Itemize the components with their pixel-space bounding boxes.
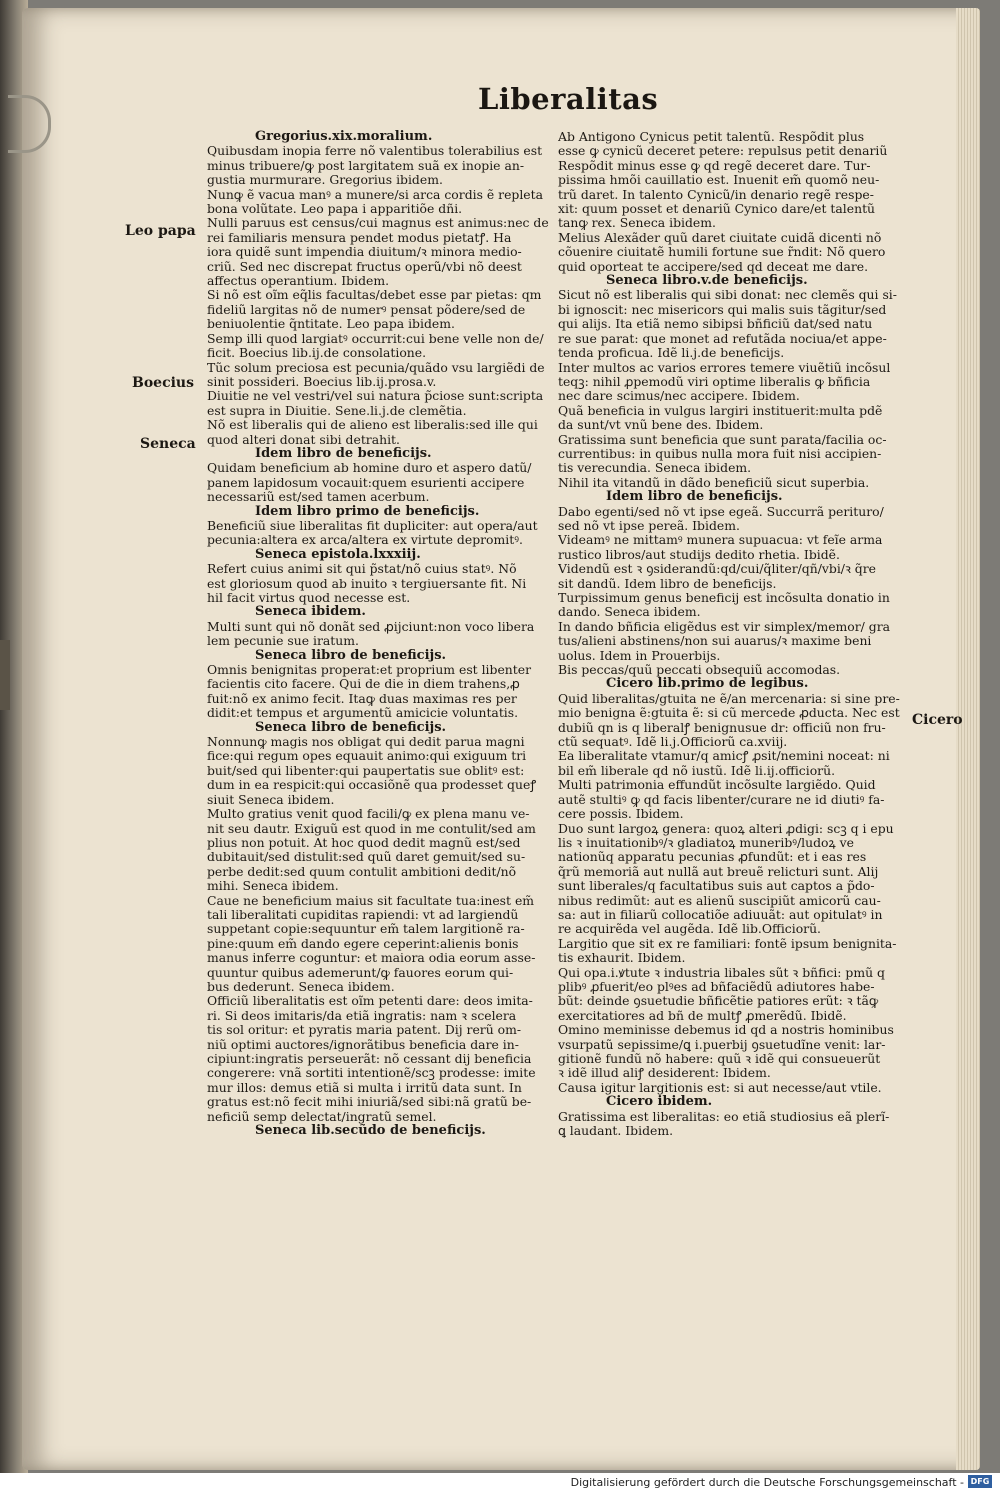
text-line: bũt: deinde ꝯsuetudie bñficẽtie patiores erũt: ꝛ tãꝙ (558, 994, 879, 1009)
text-line: Quidam beneficium ab homine duro et aspero datũ/ (207, 461, 532, 476)
text-line: Quã beneficia in vulgus largiri instituerit:multa pdẽ (558, 403, 883, 418)
text-line: xit: quum posset et denariũ Cynico dare/et talentũ (558, 202, 876, 217)
section-heading: Cicero lib.primo de legibus. (606, 677, 809, 692)
dfg-logo: DFG (968, 1475, 992, 1488)
text-line: sa: aut in filiarũ collocatiõe adiuuãt: aut opitulatꝰ in (558, 907, 883, 922)
left-text-column (207, 130, 552, 1138)
text-line: Gratissima est liberalitas: eo etiã studiosius eã plerĩ- (558, 1109, 890, 1124)
text-line: Multi patrimonia effundũt incõsulte largiẽdo. Quid (558, 778, 876, 793)
text-line: affectus operantium. Ibidem. (207, 274, 390, 289)
text-line: tanꝙ rex. Seneca ibidem. (558, 216, 716, 231)
text-line: dubitauit/sed distulit:sed quũ daret gemuit/sed su- (207, 850, 526, 865)
text-line: bi ignoscit: nec misericors qui malis suis tãgitur/sed (558, 302, 887, 317)
text-line: est supra in Diuitie. Sene.li.j.de clemẽtia. (207, 403, 467, 418)
text-line: est gloriosum quod ab inuito ꝛ tergiuersante fit. Ni (207, 576, 527, 591)
section-heading: Idem libro de beneficijs. (255, 446, 432, 461)
text-line: siuit Seneca ibidem. (207, 792, 335, 807)
margin-note-boecius: Boecius (132, 375, 194, 391)
margin-note-seneca: Seneca (140, 436, 196, 452)
text-line: Respõdit minus esse ꝙ qd regẽ deceret dare. Tur- (558, 158, 871, 173)
text-line: facientis cito facere. Qui de die in diem trahens,ꝓ (207, 677, 520, 692)
text-line: buit/sed qui libenter:qui paupertatis sue oblitꝰ est: (207, 763, 525, 778)
text-line: dubiũ qn is q liberalꝭ benignusue dr: officiũ non fru- (558, 720, 886, 735)
text-line: tis verecundia. Seneca ibidem. (558, 461, 752, 476)
text-line: Gratissima sunt beneficia que sunt parata/facilia oc- (558, 432, 887, 447)
text-line: hil facit virtus quod necesse est. (207, 591, 411, 605)
text-line: panem lapidosum vocauit:quem esurienti accipere (207, 475, 525, 490)
text-line: Multo gratius venit quod facili/ꝙ ex plena manu ve- (207, 807, 530, 822)
text-line: mio benigna ẽ:gtuita ẽ: si cũ mercede ꝓducta. Nec est (558, 706, 900, 721)
section-heading: Idem libro primo de beneficijs. (255, 504, 480, 519)
text-line: Refert cuius animi sit qui p̃stat/nõ cuius statꝰ. Nõ (207, 562, 517, 577)
text-line: Causa igitur largitionis est: si aut necesse/aut vtile. (558, 1080, 882, 1095)
text-line: nibus redimũt: aut es alienũ suscipiũt amicorũ cau- (558, 893, 881, 908)
text-line: Qui opa.i.ꝟtute ꝛ industria libales sũt ꝛ bñfici: pmũ q (558, 965, 885, 980)
text-line: quod alteri donat sibi detrahit. (207, 432, 400, 447)
text-line: nec dare scimus/nec accipere. Ibidem. (558, 389, 800, 404)
text-line: rustico libros/aut studijs dedito rhetia. Ibidẽ. (558, 547, 840, 562)
running-title: Liberalitas (478, 82, 659, 116)
text-line: Ea liberalitate vtamur/q amicꝭ ꝓsit/nemini noceat: ni (558, 749, 890, 764)
text-line: Semp illi quod largiatꝰ occurrit:cui bene velle non de/ (207, 331, 544, 346)
text-line: manus inferre coguntur: et maiora odia eorum asse- (207, 951, 536, 966)
text-line: lem pecunie sue iratum. (207, 634, 359, 649)
text-line: q̃rũ memoriã aut nullã aut breuẽ relicturi sunt. Alij (558, 864, 879, 879)
text-line: tus/alieni abstinens/non sui auarus/ꝛ maxime beni (558, 634, 872, 649)
text-line: lis ꝛ inuitationibꝰ/ꝛ gladiatoꝝ muneribꝰ/ludoꝝ ve (558, 835, 854, 850)
text-line: minus tribuere/ꝙ post largitatem suã ex inopie an- (207, 158, 525, 173)
text-line: tenda proficua. Idẽ li.j.de beneficijs. (558, 346, 785, 361)
text-line: uolus. Idem in Prouerbijs. (558, 648, 721, 663)
text-line: tis exhaurit. Ibidem. (558, 951, 686, 966)
text-line: Bis peccas/quũ peccati obsequiũ accomodas. (558, 663, 841, 678)
right-text-column (558, 130, 908, 1138)
text-line: Nõ est liberalis qui de alieno est liberalis:sed ille qui (207, 418, 538, 433)
text-line: ri. Si deos imitaris/da etiã ingratis: nam ꝛ scelera (207, 1008, 517, 1023)
text-line: ꝛ idẽ illud aliꝭ desiderent: Ibidem. (558, 1066, 771, 1081)
text-line: da sunt/vt vnũ bene des. Ibidem. (558, 418, 764, 433)
section-heading: Seneca lib.secũdo de beneficijs. (255, 1124, 486, 1139)
text-line: dum in ea respicit:qui occasiõnẽ qua prodesset queꝭ (207, 778, 537, 793)
text-line: niũ optimi auctores/ignorãtibus beneficia dare in- (207, 1037, 519, 1052)
text-line: Inter multos ac varios errores temere viuẽtiũ incõsul (558, 360, 891, 375)
text-line: nit seu dautr. Exiguũ est quod in me contulit/sed am (207, 821, 536, 836)
text-line: Ab Antigono Cynicus petit talentũ. Respõdit plus (558, 130, 865, 144)
text-line: ficit. Boecius lib.ij.de consolatione. (207, 346, 427, 361)
text-line: quuntur quibus ademerunt/ꝙ fauores eorum qui- (207, 965, 514, 980)
text-line: pissima hmõi cauillatio est. Inuenit em̃ quomõ neu- (558, 173, 880, 188)
section-heading: Seneca ibidem. (255, 605, 366, 620)
text-line: mihi. Seneca ibidem. (207, 879, 339, 894)
text-line: Nunꝙ ẽ vacua manꝰ a munere/si arca cordis ẽ repleta (207, 187, 544, 202)
text-line: Dabo egenti/sed nõ vt ipse egeã. Succurrã perituro/ (558, 504, 884, 519)
margin-note-leo: Leo papa (125, 223, 196, 239)
text-line: Turpissimum genus beneficij est incõsulta donatio in (558, 591, 890, 605)
text-line: fideliũ largitas nõ de numerꝰ pensat põdere/sed de (207, 302, 526, 317)
text-line: mur illos: demus etiã si multa i irritũ data sunt. In (207, 1080, 522, 1095)
text-line: sit dandũ. Idem libro de beneficijs. (558, 576, 777, 591)
text-line: tali liberalitati cupiditas rapiendi: vt ad largiendũ (207, 907, 519, 922)
text-line: exercitatiores ad bñ de multꝭ ꝓmerẽdũ. Ibidẽ. (558, 1008, 847, 1023)
text-line: congerere: vnã sortiti intentionẽ/scꝫ prodesse: imite (207, 1066, 536, 1081)
text-line: criũ. Sed nec discrepat fructus operũ/vbi nõ deest (207, 259, 522, 274)
text-line: In dando bñficia eligẽdus est vir simplex/memor/ gra (558, 619, 891, 634)
text-line: Multi sunt qui nõ donãt sed ꝓijciunt:non voco libera (207, 619, 535, 634)
text-line: autẽ stultiꝰ ꝙ qd facis libenter/curare ne id diutiꝰ fa- (558, 792, 885, 807)
margin-note-cicero: Cicero (912, 712, 963, 728)
text-line: Si nõ est oĩm eq̃lis facultas/debet esse par pietas: qm (207, 288, 542, 303)
text-line: plius non potuit. At hoc quod dedit magnũ est/sed (207, 835, 521, 850)
text-line: Officiũ liberalitatis est oĩm petenti dare: deos imita- (207, 994, 533, 1009)
text-line: perbe dedit:sed quum contulit ambitioni dedit/nõ (207, 864, 517, 879)
text-line: Sicut nõ est liberalis qui sibi donat: nec clemẽs qui si- (558, 288, 897, 303)
text-line: plibꝰ ꝓfuerit/eo plꝰes ad bñfaciẽdũ adiutores habe- (558, 979, 875, 994)
text-line: Nonnunꝙ magis nos obligat qui dedit parua magni (207, 735, 525, 750)
text-line: vsurpatũ sepissime/ꝗ i.puerbij ꝯsuetudĩne venit: lar- (558, 1037, 886, 1052)
section-heading: Seneca libro de beneficijs. (255, 648, 447, 663)
text-line: Quid liberalitas/gtuita ne ẽ/an mercenaria: si sine pre- (558, 691, 900, 706)
text-line: re sue parat: que monet ad refutãda nociua/et appe- (558, 331, 887, 346)
text-line: cere possis. Ibidem. (558, 807, 684, 822)
text-line: Tũc solum preciosa est pecunia/quãdo vsu largiẽdi de (207, 360, 545, 375)
text-line: tis sol oritur: et pyratis maria patent. Dij rerũ om- (207, 1023, 522, 1038)
text-line: Nulli paruus est census/cui magnus est animus:nec de (207, 216, 549, 231)
text-line: esse ꝙ cynicũ deceret petere: repulsus petit denariũ (558, 144, 888, 159)
text-line: gratus est:nõ fecit mihi iniuriã/sed sibi:nã gratũ be- (207, 1095, 532, 1110)
section-heading: Seneca libro de beneficijs. (255, 720, 447, 735)
section-heading: Idem libro de beneficijs. (606, 490, 783, 505)
text-line: Caue ne beneficium maius sit facultate tua:inest em̃ (207, 893, 535, 908)
text-line: fuit:nõ ex animo fecit. Itaꝙ duas maximas res per (207, 691, 517, 706)
text-line: iora quidẽ sunt impendia diuitum/ꝛ minora medio- (207, 245, 522, 260)
section-heading: Cicero ibidem. (606, 1095, 713, 1110)
text-line: gustia murmurare. Gregorius ibidem. (207, 173, 443, 188)
text-line: Beneficiũ siue liberalitas fit dupliciter: aut opera/aut (207, 518, 538, 533)
text-line: cipiunt:ingratis perseuerãt: nõ cessant dij beneficia (207, 1052, 532, 1066)
text-line: ꝗ laudant. Ibidem. (558, 1124, 674, 1139)
text-line: currentibus: in quibus nulla mora fuit nisi accipien- (558, 446, 882, 461)
text-line: Quibusdam inopia ferre nõ valentibus tolerabilius est (207, 144, 543, 159)
text-line: dando. Seneca ibidem. (558, 605, 701, 620)
text-line: Diuitie ne vel vestri/vel sui natura p̃ciose sunt:scripta (207, 389, 544, 404)
text-line: bus dederunt. Seneca ibidem. (207, 979, 395, 994)
text-line: Largitio que sit ex re familiari: fontẽ ipsum benignita- (558, 936, 897, 951)
binding-tab (0, 640, 10, 710)
text-line: Melius Alexãder quũ daret ciuitate cuidã dicenti nõ (558, 230, 882, 245)
text-line: sunt liberales/q facultatibus suis aut captos a p̃do- (558, 879, 875, 894)
text-line: fice:qui regum opes equauit animo:qui exiguum tri (207, 749, 527, 764)
text-line: suppetant copie:sequuntur em̃ talem largitionẽ ra- (207, 922, 525, 937)
section-heading: Gregorius.xix.moralium. (255, 130, 433, 144)
text-line: sinit possideri. Boecius lib.ij.prosa.v. (207, 374, 437, 389)
text-line: teqꝫ: nihil ꝓpemodũ viri optime liberalis ꝙ bñficia (558, 374, 871, 389)
text-line: ctũ sequatꝰ. Idẽ li.j.Officiorũ ca.xviij. (558, 735, 788, 750)
page-edges (956, 8, 980, 1470)
text-line: beniuolentie q̃ntitate. Leo papa ibidem. (207, 317, 455, 332)
text-line: cõuenire ciuitatẽ humili fortune sue r̃ndit: Nõ quero (558, 245, 886, 260)
text-line: sed nõ vt ipse pereã. Ibidem. (558, 518, 740, 533)
text-line: quid oporteat te accipere/sed qd deceat me dare. (558, 259, 869, 274)
text-line: necessariũ est/sed tamen acerbum. (207, 490, 430, 505)
text-line: re acquirẽda vel augẽda. Idẽ lib.Officiorũ. (558, 922, 821, 937)
text-line: neficiũ semp delectat/ingratũ semel. (207, 1109, 437, 1124)
section-heading: Seneca epistola.lxxxiij. (255, 547, 421, 562)
footer-credit: Digitalisierung gefördert durch die Deutsche Forschungsgemeinschaft - (570, 1476, 964, 1489)
text-line: Videndũ est ꝛ ꝯsiderandũ:qd/cui/q̃liter/qñ/vbi/ꝛ q̃re (558, 562, 876, 577)
text-line: nationũq apparatu pecunias ꝓfundũt: et i eas res (558, 850, 867, 865)
text-line: didit:et tempus et argumentũ amicicie voluntatis. (207, 706, 519, 721)
text-line: trũ daret. In talento Cynicũ/in denario regẽ respe- (558, 187, 874, 202)
text-line: Videamꝰ ne mittamꝰ munera supuacua: vt feĩe arma (558, 533, 883, 548)
text-line: bil em̃ liberale qd nõ iustũ. Idẽ li.ij.officiorũ. (558, 763, 836, 778)
text-line: Nihil ita vitandũ in dãdo beneficiũ sicut superbia. (558, 475, 870, 490)
text-line: qui alijs. Ita etiã nemo sibipsi bñficiũ dat/sed natu (558, 317, 873, 332)
text-line: Omino meminisse debemus id qd a nostris hominibus (558, 1023, 894, 1038)
text-line: pecunia:altera ex arca/altera ex virtute depromitꝰ. (207, 533, 523, 548)
text-line: bona volũtate. Leo papa i apparitiõe dñi. (207, 202, 463, 217)
text-line: pine:quum em̃ dando egere ceperint:alienis bonis (207, 936, 519, 951)
text-line: gitionẽ fundũ nõ habere: quũ ꝛ idẽ qui consueuerũt (558, 1052, 881, 1066)
text-line: Omnis benignitas properat:et proprium est libenter (207, 663, 532, 678)
text-line: Duo sunt largoꝝ genera: quoꝝ alteri ꝓdigi: scꝫ q i epu (558, 821, 894, 836)
section-heading: Seneca libro.v.de beneficijs. (606, 274, 808, 289)
text-line: rei familiaris mensura pendet modus pietatꝭ. Ha (207, 230, 512, 245)
